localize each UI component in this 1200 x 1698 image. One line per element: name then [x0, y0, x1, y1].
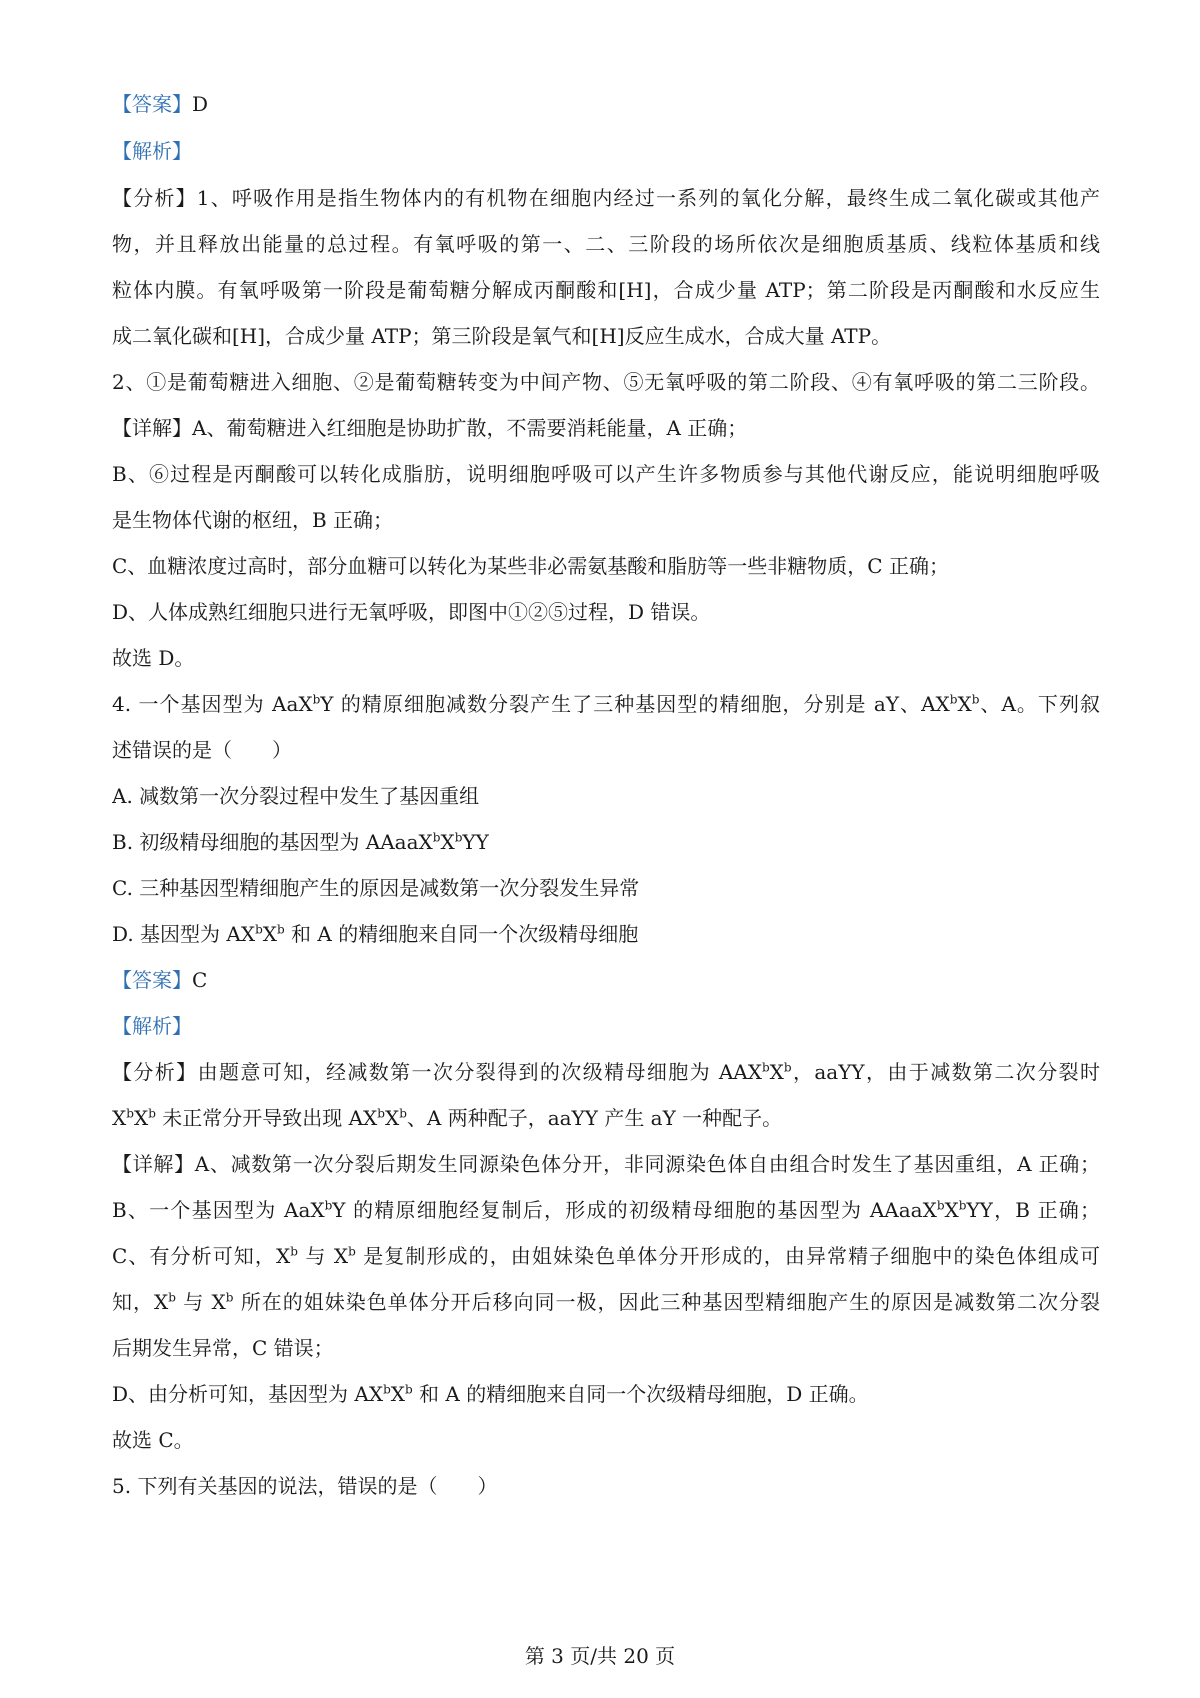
- text-segment: X: [957, 692, 972, 716]
- text-segment: D、由分析可知，基因型为 AX: [112, 1382, 384, 1406]
- text-line: [112, 1104, 1100, 1132]
- text-segment: 4. 一个基因型为 AaX: [112, 692, 313, 716]
- text-line: [112, 368, 1100, 396]
- text-segment: 是生物体代谢的枢纽，B 正确；: [112, 508, 394, 532]
- superscript: b: [971, 692, 980, 707]
- text-line: [112, 90, 1100, 118]
- text-segment: 是复制形成的，由姐妹染色单体分开形成的，由异常精子细胞中的染色体组成可: [355, 1244, 1100, 1268]
- text-line: [112, 1012, 1100, 1040]
- text-segment: X: [440, 830, 455, 854]
- text-line: [112, 782, 1100, 810]
- text-line: [112, 1426, 1100, 1454]
- superscript: b: [126, 1106, 134, 1121]
- text-segment: B. 初级精母细胞的基因型为 AAaaX: [112, 830, 433, 854]
- text-segment: X: [133, 1106, 149, 1130]
- text-line: [112, 276, 1100, 304]
- text-segment: 【详解】A、减数第一次分裂后期发生同源染色体分开，非同源染色体自由组合时发生了基因重组，A 正确；: [112, 1152, 1100, 1176]
- superscript: b: [405, 1382, 413, 1397]
- text-segment: Y 的精原细胞经复制后，形成的初级精母细胞的基因型为 AAaaX: [332, 1198, 937, 1222]
- superscript: b: [383, 1382, 391, 1397]
- text-segment: 5. 下列有关基因的说法，错误的是（ ）: [112, 1474, 498, 1498]
- text-segment: 故选 D。: [112, 646, 195, 670]
- text-segment: 【详解】A、葡萄糖进入红细胞是协助扩散，不需要消耗能量，A 正确；: [112, 416, 748, 440]
- text-segment: ，aaYY，由于减数第二次分裂时: [791, 1060, 1100, 1084]
- section-label: 【答案】: [112, 968, 192, 992]
- superscript: b: [148, 1106, 156, 1121]
- text-segment: C、血糖浓度过高时，部分血糖可以转化为某些非必需氨基酸和脂肪等一些非糖物质，C 正确；: [112, 554, 949, 578]
- text-line: [112, 1150, 1100, 1178]
- text-segment: X: [390, 1382, 406, 1406]
- superscript: b: [312, 692, 321, 707]
- superscript: b: [348, 1244, 356, 1259]
- text-segment: 、A 两种配子，aaYY 产生 aY 一种配子。: [406, 1106, 783, 1130]
- text-line: [112, 920, 1100, 948]
- text-segment: B、⑥过程是丙酮酸可以转化成脂肪，说明细胞呼吸可以产生许多物质参与其他代谢反应，能说明细胞呼吸: [112, 462, 1100, 486]
- text-segment: 述错误的是（ ）: [112, 738, 292, 762]
- text-segment: 【分析】1、呼吸作用是指生物体内的有机物在细胞内经过一系列的氧化分解，最终生成二氧化碳或其他产: [112, 186, 1100, 210]
- text-line: [112, 230, 1100, 258]
- text-line: [112, 874, 1100, 902]
- section-label: 【解析】: [112, 1014, 192, 1038]
- text-segment: 粒体内膜。有氧呼吸第一阶段是葡萄糖分解成丙酮酸和[H]，合成少量 ATP；第二阶段是丙酮酸和水反应生: [112, 278, 1100, 302]
- text-segment: 知，X: [112, 1290, 169, 1314]
- text-segment: A. 减数第一次分裂过程中发生了基因重组: [112, 784, 480, 808]
- superscript: b: [168, 1290, 176, 1305]
- text-line: [112, 966, 1100, 994]
- text-line: [112, 736, 1100, 764]
- text-segment: 2、①是葡萄糖进入细胞、②是葡萄糖转变为中间产物、⑤无氧呼吸的第二阶段、④有氧呼吸的第二三阶段。: [112, 370, 1100, 394]
- text-line: [112, 828, 1100, 856]
- text-segment: 与 X: [297, 1244, 349, 1268]
- page-footer: 第 3 页/共 20 页: [524, 1644, 676, 1668]
- superscript: b: [949, 692, 958, 707]
- superscript: b: [761, 1060, 770, 1075]
- text-segment: X: [112, 1106, 127, 1130]
- superscript: b: [432, 830, 441, 845]
- superscript: b: [225, 1290, 234, 1305]
- text-line: [112, 598, 1100, 626]
- text-line: [112, 1472, 1100, 1500]
- text-segment: 与 X: [175, 1290, 226, 1314]
- superscript: b: [454, 830, 463, 845]
- text-segment: YY，B 正确；: [966, 1198, 1100, 1222]
- text-segment: X: [262, 922, 278, 946]
- text-segment: 【分析】由题意可知，经减数第一次分裂得到的次级精母细胞为 AAX: [112, 1060, 762, 1084]
- text-segment: 和 A 的精细胞来自同一个次级精母细胞，D 正确。: [412, 1382, 869, 1406]
- text-segment: 所在的姐妹染色单体分开后移向同一极，因此三种基因型精细胞产生的原因是减数第二次分裂: [233, 1290, 1100, 1314]
- superscript: b: [290, 1244, 298, 1259]
- text-line: [112, 184, 1100, 212]
- text-segment: 物，并且释放出能量的总过程。有氧呼吸的第一、二、三阶段的场所依次是细胞质基质、线粒体基质和线: [112, 232, 1100, 256]
- text-line: [112, 1196, 1100, 1224]
- text-line: [112, 690, 1100, 718]
- superscript: b: [958, 1198, 967, 1213]
- text-line: [112, 506, 1100, 534]
- text-segment: X: [384, 1106, 400, 1130]
- text-segment: 、A。下列叙: [979, 692, 1100, 716]
- text-segment: D: [192, 92, 209, 116]
- text-line: [112, 644, 1100, 672]
- superscript: b: [399, 1106, 407, 1121]
- text-segment: Y 的精原细胞减数分裂产生了三种基因型的精细胞，分别是 aY、AX: [320, 692, 950, 716]
- superscript: b: [277, 922, 285, 937]
- text-segment: X: [944, 1198, 959, 1222]
- superscript: b: [783, 1060, 792, 1075]
- section-label: 【答案】: [112, 92, 192, 116]
- text-line: [112, 1058, 1100, 1086]
- text-line: [112, 322, 1100, 350]
- text-segment: 和 A 的精细胞来自同一个次级精母细胞: [284, 922, 639, 946]
- text-segment: C、有分析可知，X: [112, 1244, 291, 1268]
- text-segment: C. 三种基因型精细胞产生的原因是减数第一次分裂发生异常: [112, 876, 640, 900]
- superscript: b: [377, 1106, 385, 1121]
- text-line: [112, 1242, 1100, 1270]
- text-line: [112, 1288, 1100, 1316]
- text-line: [112, 137, 1100, 165]
- superscript: b: [936, 1198, 945, 1213]
- text-segment: 后期发生异常，C 错误；: [112, 1336, 334, 1360]
- superscript: b: [324, 1198, 333, 1213]
- section-label: 【解析】: [112, 139, 192, 163]
- text-segment: 成二氧化碳和[H]，合成少量 ATP；第三阶段是氧气和[H]反应生成水，合成大量 ATP。: [112, 324, 892, 348]
- text-line: [112, 1380, 1100, 1408]
- text-segment: 故选 C。: [112, 1428, 194, 1452]
- text-segment: 未正常分开导致出现 AX: [155, 1106, 378, 1130]
- text-line: [112, 414, 1100, 442]
- text-line: [112, 460, 1100, 488]
- text-segment: B、一个基因型为 AaX: [112, 1198, 325, 1222]
- superscript: b: [255, 922, 263, 937]
- text-segment: C: [192, 968, 208, 992]
- text-segment: D、人体成熟红细胞只进行无氧呼吸，即图中①②⑤过程，D 错误。: [112, 600, 711, 624]
- text-line: [112, 552, 1100, 580]
- text-line: [112, 1334, 1100, 1362]
- text-segment: X: [769, 1060, 784, 1084]
- text-segment: D. 基因型为 AX: [112, 922, 256, 946]
- text-segment: YY: [462, 830, 489, 854]
